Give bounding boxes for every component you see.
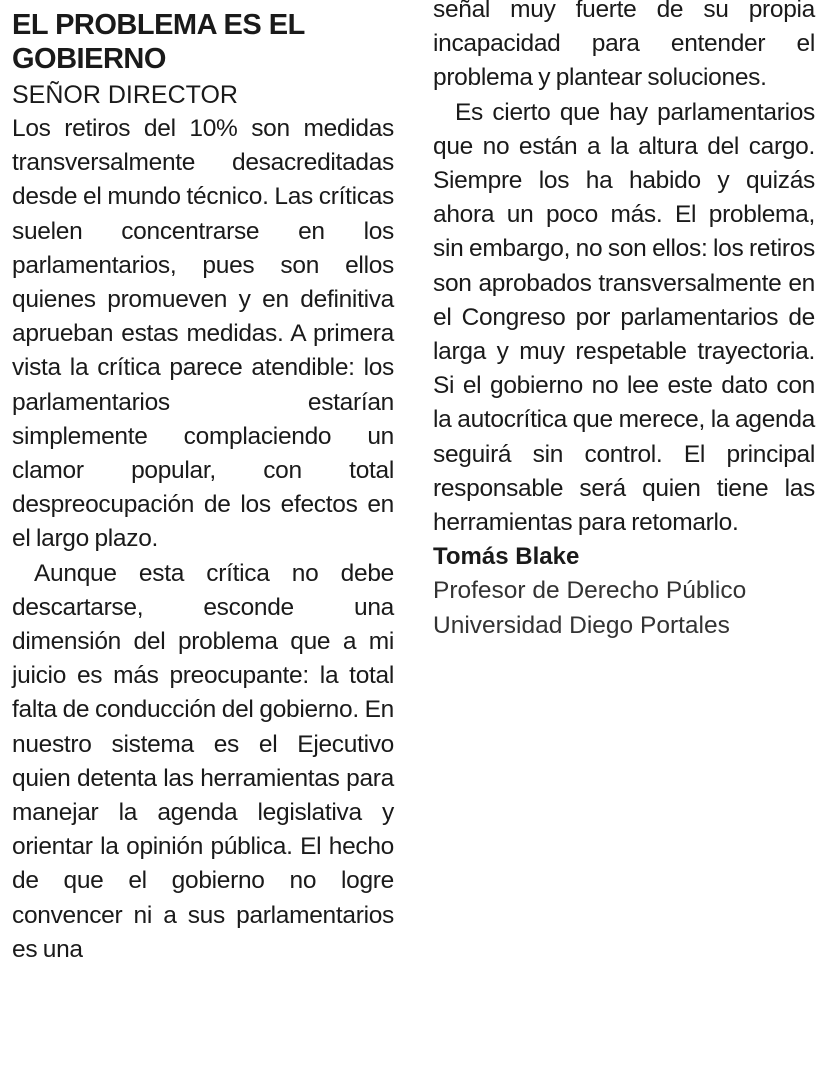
author-name: Tomás Blake	[433, 543, 580, 571]
paragraph-2-continued: señal muy fuerte de su propia incapacidad para entender el problema y plantear soluciones.	[433, 0, 815, 92]
letter-body-right	[433, 0, 815, 540]
signature-block	[433, 540, 815, 643]
left-column	[12, 0, 394, 967]
right-column	[433, 0, 815, 643]
paragraph-1: Los retiros del 10% son medidas transversalmente desacreditadas desde el mundo técnico. Las críticas suelen concentrarse en los parlamentarios, pues son ellos quienes promueven y en definitiva aprueban estas medidas. A primera vista la crítica parece atendible: los parlamentarios estarían simplemente complaciendo un clamor popular, con total despreocupación de los efectos en el largo plazo.	[12, 115, 394, 553]
paragraph-3: Es cierto que hay parlamentarios que no están a la altura del cargo. Siempre los ha habido y quizás ahora un poco más. El problema, sin embargo, no son ellos: los retiros son aprobados transversalmente en el Congreso por parlamentarios de larga y muy respetable trayectoria. Si el gobierno no lee este dato con la autocrítica que merece, la agenda seguirá sin control. El principal responsable será quien tiene las herramientas para retomarlo.	[433, 98, 815, 537]
salutation: SEÑOR DIRECTOR	[12, 81, 238, 109]
paragraph-2: Aunque esta crítica no debe descartarse, esconde una dimensión del problema que a mi juicio es más preocupante: la total falta de conducción del gobierno. En nuestro sistema es el Ejecutivo quien detenta las herramientas para manejar la agenda legislativa y orientar la opinión pública. El hecho de que el gobierno no logre convencer ni a sus parlamentarios es una	[12, 559, 394, 963]
author-institution: Universidad Diego Portales	[433, 611, 730, 639]
author-role: Profesor de Derecho Público	[433, 577, 747, 605]
letter-title: EL PROBLEMA ES EL GOBIERNO	[12, 9, 305, 75]
letter-body-left	[12, 112, 394, 967]
